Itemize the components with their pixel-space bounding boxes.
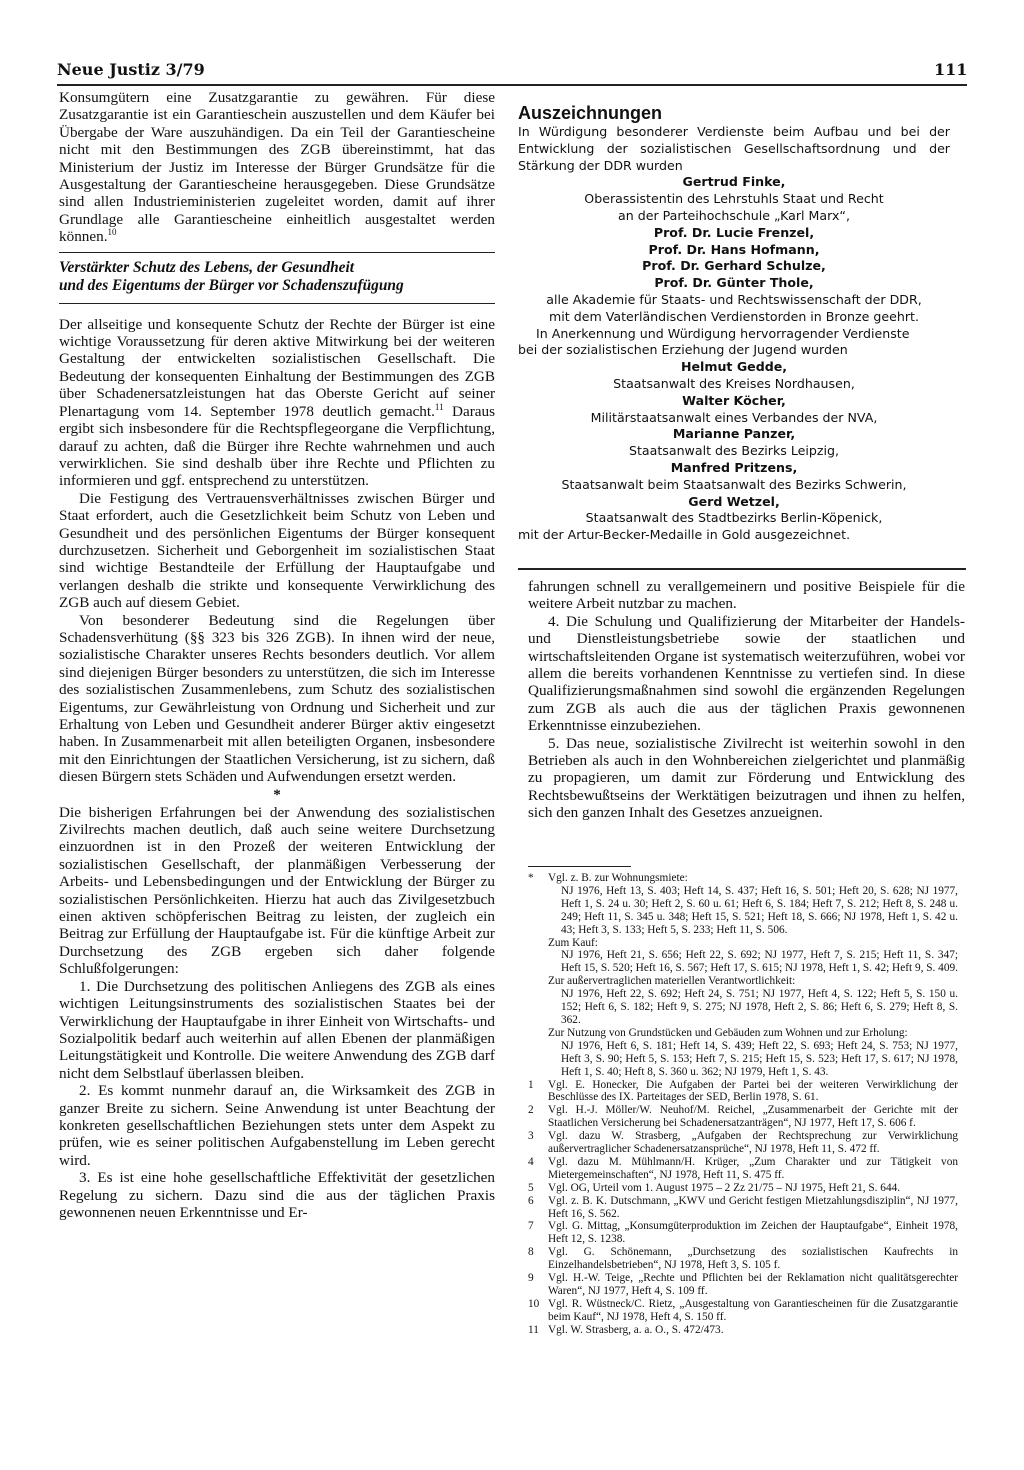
awardee-role: Staatsanwalt des Stadtbezirks Berlin-Köpenick, — [585, 510, 883, 526]
footnote-refs: NJ 1976, Heft 6, S. 181; Heft 14, S. 439; Heft 22, S. 693; Heft 24, S. 753; NJ 1977, Heft 3, S. 90; Heft 5, S. 153; Heft 7, S. 215; Heft 15, S. 523; Heft 17, S. 617; NJ 1978, Heft 1, S. 40; Heft 8, S. 360 u. 362; NJ 1979, Heft 1, S. 43. — [561, 1039, 958, 1078]
paragraph: 4. Die Schulung und Qualifizierung der Mitarbeiter der Handels- und Dienstleistungsbetriebe sowie der staatlichen und wirtschaftsleitenden Organe ist systematisch weiterzuführen, wobei vor allem die bereits vorhandenen Kenntnisse zu vertiefen sind. In diese Qualifizierungsmaßnahmen sind sowohl die ergänzenden Regelungen zum ZGB als auch die aus der täglichen Praxis gewonnenen Erkenntnisse einzubeziehen. — [528, 612, 965, 735]
right-column — [528, 578, 965, 822]
footnote: 3 Vgl. dazu W. Strasberg, „Aufgaben der Rechtsprechung zur Verwirklichung außervertraglicher Schadenersatzansprüche“, NJ 1978, Heft 11, S. 472 ff. — [528, 1130, 958, 1156]
awardee-name: Helmut Gedde, — [680, 359, 788, 375]
awards-intro-2: bei der sozialistischen Erziehung der Jugend wurden — [518, 342, 848, 358]
footnote-refs: NJ 1976, Heft 13, S. 403; Heft 14, S. 437; Heft 16, S. 501; Heft 20, S. 628; NJ 1977, Heft 1, S. 24 u. 30; Heft 2, S. 60 u. 61; Heft 6, S. 184; Heft 7, S. 212; Heft 8, S. 248 u. 249; Heft 11, S. 345 u. 348; Heft 15, S. 521; Heft 18, S. 666; NJ 1978, Heft 1, S. 42 u. 43; Heft 3, S. 133; Heft 5, S. 233; Heft 11, S. 506. — [561, 884, 958, 936]
section-heading: Verstärkter Schutz des Lebens, der Gesundheit und des Eigentums der Bürger vor Schadenszufügung — [59, 258, 404, 294]
awardee-name: Prof. Dr. Gerhard Schulze, — [642, 258, 826, 274]
awardee-role: Staatsanwalt des Bezirks Leipzig, — [628, 443, 839, 459]
footnote-refs: NJ 1976, Heft 21, S. 656; Heft 22, S. 692; NJ 1977, Heft 7, S. 215; Heft 11, S. 347; Heft 15, S. 520; Heft 16, S. 567; Heft 17, S. 615; NJ 1978, Heft 1, S. 42; Heft 9, S. 409. — [561, 949, 958, 975]
awardee-role: Oberassistentin des Lehrstuhls Staat und Recht — [584, 191, 884, 207]
awardee-name: Prof. Dr. Lucie Frenzel, — [653, 224, 815, 240]
awards-title: Auszeichnungen — [518, 103, 663, 123]
footnote-label: Zur außervertraglichen materiellen Verantwortlichkeit: — [548, 975, 796, 988]
footnote: * Vgl. z. B. zur Wohnungsmiete: — [528, 872, 688, 884]
paragraph: Der allseitige und konsequente Schutz der Rechte der Bürger ist eine wichtige Voraussetzung für deren aktive Mitwirkung bei der weiteren Gestaltung der entwickelten sozialistischen Gesellschaft. Die Bedeutung der konsequenten Einhaltung der Bestimmungen des ZGB über Schadenersatzleistungen hat das Oberste Gericht auf seiner Plenartagung vom 14. September 1978 deutlich gemacht.$^{11}$ Daraus ergibt sich insbesondere für die Rechtspflegeorgane die Verpflichtung, darauf zu achten, daß die Bürger ihre Rechte wahrnehmen und auch verwirklichen. Sie sind deshalb über ihre Rechte und Pflichten zu informieren und ggf. entsprechend zu unterstützen. — [59, 315, 495, 490]
awardee-name: Prof. Dr. Hans Hofmann, — [648, 241, 820, 257]
paragraph: 5. Das neue, sozialistische Zivilrecht ist weiterhin sowohl in den Betrieben als auch in den Wohnbereichen zielgerichtet und planmäßig zu propagieren, um damit zur Förderung und Entwicklung des Rechtsbewußtseins der Werktätigen beizutragen und ihnen zu helfen, sich den ganzen Inhalt des Gesetzes anzueignen. — [528, 734, 965, 822]
awardee-name: Gertrud Finke, — [682, 174, 786, 190]
awards-intro: In Würdigung besonderer Verdienste beim Aufbau und bei der Entwicklung der sozialistischen Gesellschaftsordnung und der Stärkung der DDR wurden — [518, 124, 950, 173]
paragraph: 2. Es kommt nunmehr darauf an, die Wirksamkeit des ZGB in ganzer Breite zu sichern. Seine Anwendung ist unter Beachtung der konkreten gesellschaftlichen Beziehungen stets unter dem Aspekt zu prüfen, wie es seiner politischen Aufgabenstellung im Leben gerecht wird. — [59, 1082, 495, 1169]
awardee-name: Manfred Pritzens, — [670, 459, 798, 475]
paragraph: Von besonderer Bedeutung sind die Regelungen über Schadensverhütung (§§ 323 bis 326 ZGB). In ihnen wird der neue, sozialistische Charakter unseres Rechts besonders deutlich. Vor allem sind diejenigen Bürger besonders zu unterstützen, die sich im Interesse des sozialistischen Zusammenlebens, zum Schutz des sozialistischen Eigentums, zur Gewährleistung von Ordnung und Sicherheit und zur Erhaltung von Leben und Gesundheit anderer Bürger aktiv eingesetzt haben. In Zusammenarbeit mit allen beteiligten Organen, insbesondere mit den Einrichtungen der Staatlichen Versicherung, ist zu sichern, daß diesen Bürgern stets Schäden und Aufwendungen ersetzt werden. — [59, 611, 495, 786]
footnote: 6 Vgl. z. B. K. Dutschmann, „KWV und Gericht festigen Mietzahlungsdisziplin“, NJ 1977, Heft 16, S. 562. — [528, 1194, 958, 1220]
award-name: mit der Artur-Becker-Medaille in Gold ausgezeichnet. — [518, 527, 851, 543]
footnote: 4 Vgl. dazu M. Mühlmann/H. Krüger, „Zum Charakter und zur Tätigkeit von Mietergemeinschaften“, NJ 1978, Heft 11, S. 475 ff. — [528, 1155, 958, 1181]
footnote: 9 Vgl. H.-W. Teige, „Rechte und Pflichten bei der Reklamation nicht qualitätsgerechter Waren“, NJ 1977, Heft 4, S. 109 ff. — [528, 1272, 958, 1297]
footnote-label: Zur Nutzung von Grundstücken und Gebäuden zum Wohnen und zur Erholung: — [548, 1026, 908, 1039]
paragraph: 1. Die Durchsetzung des politischen Anliegens des ZGB als eines wichtigen Leitungsinstruments des sozialistischen Staates bei der Verwirklichung der Hauptaufgabe in ihrer Einheit von Wirtschafts- und Sozialpolitik bedarf auch weiterhin auf allen Ebenen der planmäßigen Leitungstätigkeit und Kontrolle. Die weitere Anwendung des ZGB darf nicht dem Selbstlauf überlassen bleiben. — [59, 977, 495, 1082]
footnote: 10 Vgl. R. Wüstneck/C. Rietz, „Ausgestaltung von Garantiescheinen für die Zusatzgarantie beim Kauf“, NJ 1978, Heft 4, S. 150 ff. — [528, 1297, 958, 1323]
paragraph: Konsumgütern eine Zusatzgarantie zu gewähren. Für diese Zusatzgarantie ist ein Garantieschein auszustellen und dem Käufer bei Übergabe der Ware auszuhändigen. Da ein Teil der Garantiescheine nicht mit den Bestimmungen des ZGB übereinstimmt, hat das Ministerium der Justiz im Interesse der Bürger Grundsätze für die Ausgestaltung der Garantiescheine herausgegeben. Diese Grundsätze sind allen Industrieministerien zugeleitet worden, damit auf ihrer Grundlage alle Garantiescheine einheitlich ausgestaltet werden können.$^{10}$ — [59, 89, 495, 246]
paragraph: 3. Es ist eine hohe gesellschaftliche Effektivität der gesetzlichen Regelung zu sichern. Dazu sind die aus der täglichen Praxis gewonnenen neuen Erkenntnisse und Er- — [59, 1169, 495, 1221]
footnote-refs: NJ 1976, Heft 22, S. 692; Heft 24, S. 751; NJ 1977, Heft 4, S. 122; Heft 5, S. 150 u. 152; Heft 6, S. 182; Heft 9, S. 275; NJ 1978, Heft 2, S. 86; Heft 6, S. 279; Heft 8, S. 362. — [561, 988, 958, 1026]
awardee-name: Walter Köcher, — [682, 392, 786, 408]
footnote: 2 Vgl. H.-J. Möller/W. Neuhof/M. Reichel, „Zusammenarbeit der Gerichte mit der Staatlichen Versicherung bei Schadenersatzanträgen“, NJ 1977, Heft 17, S. 606 f. — [528, 1104, 958, 1130]
footnote: 1 Vgl. E. Honecker, Die Aufgaben der Partei bei der weiteren Verwirklichung der Beschlüsse des IX. Parteitages der SED, Berlin 1978, S. 61. — [528, 1078, 958, 1104]
header-rule — [57, 84, 967, 86]
footnote: 7 Vgl. G. Mittag, „Konsumgüterproduktion im Zeichen der Hauptaufgabe“, Einheit 1978, Heft 12, S. 1238. — [528, 1220, 958, 1246]
section-rule — [59, 252, 495, 253]
awardee-role: Militärstaatsanwalt eines Verbandes der NVA, — [590, 409, 878, 425]
awardee-role: an der Parteihochschule „Karl Marx“, — [618, 207, 850, 223]
paragraph: Die Festigung des Vertrauensverhältnisses zwischen Bürger und Staat erfordert, auch die Gesetzlichkeit beim Schutz von Leben und Gesundheit und des persönlichen Eigentums der Bürger konsequent durchzusetzen. Sicherheit und Geborgenheit im sozialistischen Staat sind wichtige Bestandteile der Erfüllung der Hauptaufgabe und verlangen deshalb die strikte und konsequente Verwirklichung des ZGB auch auf diesem Gebiet. — [59, 489, 495, 612]
awards-intro-2: In Anerkennung und Würdigung hervorragender Verdienste — [536, 325, 910, 341]
paragraph: fahrungen schnell zu verallgemeinern und positive Beispiele für die weitere Arbeit nutzbar zu machen. — [528, 578, 965, 613]
page-number: 111 — [934, 60, 968, 79]
section-divider-star: * — [273, 785, 281, 803]
footnote: 5 Vgl. OG, Urteil vom 1. August 1975 – 2 Zz 21/75 – NJ 1975, Heft 21, S. 644. — [528, 1181, 901, 1194]
awardee-role: Staatsanwalt beim Staatsanwalt des Bezirks Schwerin, — [561, 476, 907, 492]
footnote-label: Zum Kauf: — [548, 936, 598, 949]
awards-box — [518, 102, 950, 544]
section-rule — [59, 303, 495, 304]
awardee-name: Prof. Dr. Günter Thole, — [654, 275, 814, 291]
footnote-rule — [528, 866, 631, 867]
awardee-name: Gerd Wetzel, — [688, 493, 780, 509]
footnotes — [528, 872, 958, 1337]
awardee-role: Staatsanwalt des Kreises Nordhausen, — [613, 375, 855, 391]
paragraph: Die bisherigen Erfahrungen bei der Anwendung des sozialistischen Zivilrechts machen deutlich, daß auch seine weitere Durchsetzung einzuordnen ist in den Prozeß der weiteren Entwicklung der sozialistischen Gesellschaft, der planmäßigen Verbesserung der Arbeits- und Lebensbedingungen und der Entwicklung der Bürger zu sozialistischen Persönlichkeiten. Hierzu hat auch das Zivilgesetzbuch einen aktiven schöpferischen Beitrag zu leisten, der zugleich ein Beitrag zur Erfüllung der Hauptaufgabe ist. Für die künftige Arbeit zur Durchsetzung des ZGB ergeben sich daher folgende Schlußfolgerungen: — [59, 803, 495, 978]
awardee-name: Marianne Panzer, — [672, 426, 796, 442]
awardee-group: alle Akademie für Staats- und Rechtswissenschaft der DDR, — [546, 291, 922, 307]
journal-title: Neue Justiz 3/79 — [57, 60, 205, 79]
award-name: mit dem Vaterländischen Verdienstorden in Bronze geehrt. — [549, 308, 919, 324]
awards-bottom-rule — [518, 568, 966, 570]
footnote: 8 Vgl. G. Schönemann, „Durchsetzung des sozialistischen Kaufrechts in Einzelhandelsbetrieben“, NJ 1978, Heft 3, S. 105 f. — [528, 1246, 958, 1272]
footnote: 11 Vgl. W. Strasberg, a. a. O., S. 472/473. — [528, 1323, 724, 1336]
left-column — [59, 89, 495, 1221]
